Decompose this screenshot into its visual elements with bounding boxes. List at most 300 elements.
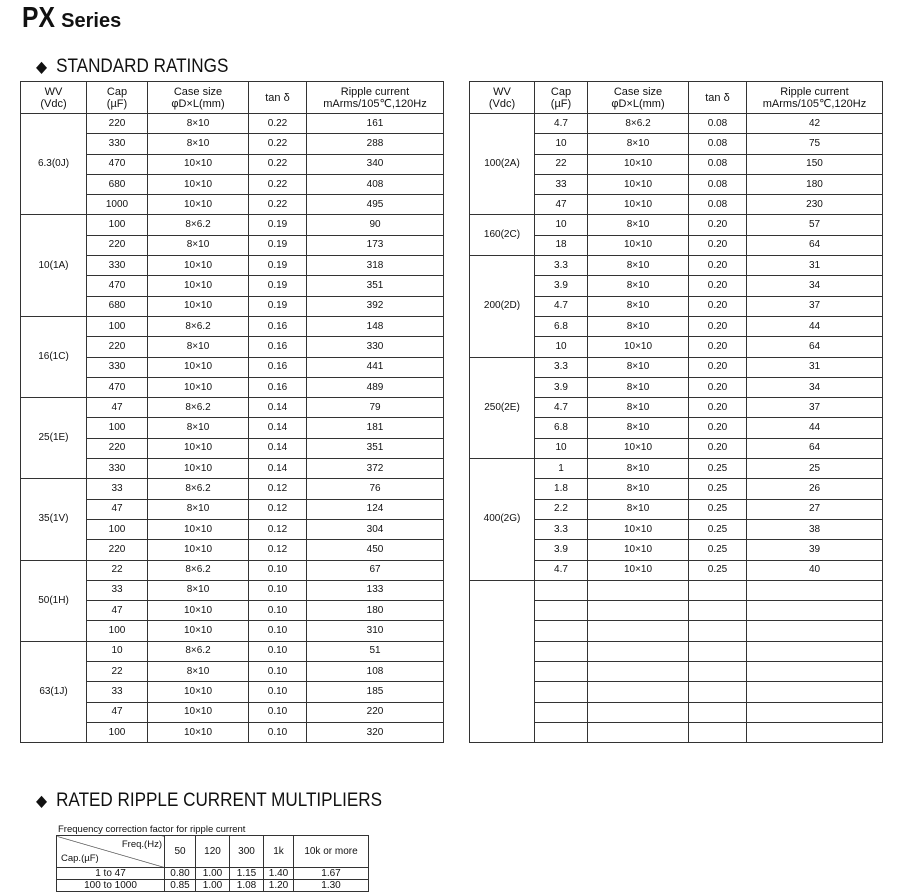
tan-delta-cell	[689, 662, 747, 682]
tan-delta-cell: 0.20	[689, 256, 747, 276]
tan-delta-cell: 0.20	[689, 316, 747, 336]
ripple-current-header	[747, 82, 883, 114]
tan-delta-cell: 0.22	[249, 134, 307, 154]
ripple-current-cell: 220	[307, 702, 444, 722]
tan-delta-cell: 0.16	[249, 316, 307, 336]
case-size-cell: 8×10	[148, 580, 249, 600]
tan-delta-cell: 0.20	[689, 215, 747, 235]
cap-cell: 10	[535, 134, 588, 154]
case-size-header-line: Case size	[173, 85, 223, 98]
ripple-current-cell: 150	[747, 154, 883, 174]
tan-delta-cell: 0.08	[689, 114, 747, 134]
case-size-cell: 8×10	[588, 316, 689, 336]
cap-cell: 220	[87, 337, 148, 357]
tan-delta-cell: 0.14	[249, 398, 307, 418]
wv-cell: 35(1V)	[21, 479, 87, 560]
rating-row	[470, 256, 883, 276]
cap-header-line: Cap	[106, 85, 128, 98]
ripple-current-cell: 39	[747, 540, 883, 560]
case-size-cell: 8×10	[588, 357, 689, 377]
case-size-cell: 10×10	[588, 174, 689, 194]
tan-delta-cell: 0.14	[249, 418, 307, 438]
case-size-cell	[588, 580, 689, 600]
case-size-cell: 8×10	[588, 479, 689, 499]
wv-header	[21, 82, 87, 114]
cap-cell: 47	[87, 499, 148, 519]
case-size-cell: 8×10	[148, 662, 249, 682]
case-size-cell: 8×10	[148, 418, 249, 438]
freq-axis-label: Freq.(Hz)	[121, 839, 162, 850]
wv-cell	[470, 580, 535, 742]
ripple-current-cell: 351	[307, 438, 444, 458]
cap-range-cell: 1 to 47	[57, 868, 165, 880]
tan-delta-cell: 0.19	[249, 276, 307, 296]
tan-delta-cell: 0.08	[689, 195, 747, 215]
case-size-cell: 8×6.2	[148, 560, 249, 580]
multiplier-row	[57, 880, 369, 892]
multiplier-value: 1.00	[196, 880, 230, 892]
cap-header-line: (µF)	[106, 97, 128, 110]
cap-header	[535, 82, 588, 114]
cap-cell: 4.7	[535, 296, 588, 316]
cap-cell: 4.7	[535, 560, 588, 580]
ripple-current-cell: 161	[307, 114, 444, 134]
rating-row	[21, 215, 444, 235]
cap-cell: 3.3	[535, 256, 588, 276]
cap-cell: 3.9	[535, 276, 588, 296]
freq-header: 10k or more	[294, 836, 369, 868]
tan-delta-cell: 0.10	[249, 601, 307, 621]
multiplier-value: 1.20	[264, 880, 294, 892]
cap-cell: 330	[87, 256, 148, 276]
cap-cell: 10	[535, 215, 588, 235]
cap-cell: 470	[87, 377, 148, 397]
case-size-cell: 8×10	[588, 377, 689, 397]
ripple-current-cell: 173	[307, 235, 444, 255]
ripple-current-cell: 441	[307, 357, 444, 377]
tan-delta-cell: 0.20	[689, 398, 747, 418]
ripple-multipliers-heading	[36, 790, 382, 812]
tan-delta-cell: 0.25	[689, 519, 747, 539]
rating-row	[21, 641, 444, 661]
cap-header	[87, 82, 148, 114]
ripple-current-cell	[747, 621, 883, 641]
cap-cell: 6.8	[535, 316, 588, 336]
cap-cell: 100	[87, 722, 148, 742]
case-size-cell: 8×10	[588, 398, 689, 418]
multiplier-table	[56, 835, 369, 892]
tan-delta-cell: 0.25	[689, 479, 747, 499]
ripple-current-cell	[747, 682, 883, 702]
tan-delta-cell: 0.08	[689, 134, 747, 154]
multiplier-value: 1.67	[294, 868, 369, 880]
multiplier-value: 1.40	[264, 868, 294, 880]
ripple-current-cell: 108	[307, 662, 444, 682]
tan-delta-cell: 0.14	[249, 438, 307, 458]
ratings-table-right	[469, 81, 883, 743]
tan-delta-cell: 0.20	[689, 438, 747, 458]
multiplier-value: 1.30	[294, 880, 369, 892]
cap-cell: 680	[87, 174, 148, 194]
case-size-cell: 10×10	[148, 438, 249, 458]
rating-row	[21, 560, 444, 580]
ripple-current-cell: 392	[307, 296, 444, 316]
cap-cell	[535, 641, 588, 661]
ripple-current-cell: 288	[307, 134, 444, 154]
case-size-cell: 10×10	[148, 174, 249, 194]
cap-cell: 10	[87, 641, 148, 661]
ripple-current-cell: 310	[307, 621, 444, 641]
ripple-current-cell: 495	[307, 195, 444, 215]
cap-cell: 4.7	[535, 114, 588, 134]
cap-cell: 100	[87, 621, 148, 641]
case-size-cell: 8×10	[148, 337, 249, 357]
cap-cell: 1000	[87, 195, 148, 215]
ripple-current-cell: 230	[747, 195, 883, 215]
tan-delta-cell: 0.19	[249, 235, 307, 255]
case-size-cell: 10×10	[588, 519, 689, 539]
case-size-cell: 8×6.2	[148, 479, 249, 499]
tan-delta-cell	[689, 601, 747, 621]
cap-cell: 22	[87, 560, 148, 580]
ripple-current-cell: 34	[747, 377, 883, 397]
ripple-current-cell: 180	[747, 174, 883, 194]
cap-cell: 47	[87, 702, 148, 722]
ripple-current-cell: 408	[307, 174, 444, 194]
cap-cell: 470	[87, 154, 148, 174]
case-size-cell: 8×10	[588, 134, 689, 154]
ripple-current-cell: 75	[747, 134, 883, 154]
case-size-cell: 10×10	[148, 195, 249, 215]
tan-delta-cell: 0.25	[689, 560, 747, 580]
diamond-bullet-icon: ◆	[36, 793, 48, 810]
case-size-cell: 8×6.2	[148, 641, 249, 661]
cap-cell: 33	[87, 580, 148, 600]
ripple-current-header	[307, 82, 444, 114]
ripple-current-header-line: Ripple current	[340, 85, 410, 98]
cap-cell: 47	[87, 398, 148, 418]
freq-header: 300	[230, 836, 264, 868]
wv-cell: 10(1A)	[21, 215, 87, 316]
case-size-cell: 10×10	[588, 540, 689, 560]
ripple-current-cell: 351	[307, 276, 444, 296]
tan-delta-cell	[689, 682, 747, 702]
case-size-cell: 8×10	[148, 114, 249, 134]
case-size-header-line: φD×L(mm)	[171, 97, 225, 110]
cap-cell: 220	[87, 114, 148, 134]
tan-delta-cell: 0.20	[689, 296, 747, 316]
ripple-current-cell: 44	[747, 418, 883, 438]
tan-delta-cell: 0.10	[249, 621, 307, 641]
cap-header-line: Cap	[550, 85, 572, 98]
case-size-cell	[588, 662, 689, 682]
case-size-cell: 10×10	[148, 601, 249, 621]
ripple-current-cell: 180	[307, 601, 444, 621]
rating-row	[470, 114, 883, 134]
case-size-cell	[588, 601, 689, 621]
case-size-cell: 8×10	[148, 235, 249, 255]
ripple-current-cell: 304	[307, 519, 444, 539]
case-size-cell: 10×10	[148, 702, 249, 722]
tan-delta-cell: 0.16	[249, 337, 307, 357]
wv-header-line: WV	[44, 85, 63, 98]
rating-row	[470, 580, 883, 600]
multiplier-value: 1.00	[196, 868, 230, 880]
cap-cell: 10	[535, 337, 588, 357]
diamond-bullet-icon: ◆	[36, 59, 48, 76]
ratings-body-right	[470, 114, 883, 743]
ripple-current-cell: 90	[307, 215, 444, 235]
tan-delta-cell	[689, 702, 747, 722]
cap-cell: 4.7	[535, 398, 588, 418]
multiplier-body	[57, 836, 369, 892]
wv-header	[470, 82, 535, 114]
tan-delta-cell: 0.10	[249, 702, 307, 722]
case-size-cell: 10×10	[588, 195, 689, 215]
tan-delta-header-line: tan δ	[705, 91, 730, 104]
wv-cell: 100(2A)	[470, 114, 535, 215]
ripple-current-cell	[747, 662, 883, 682]
tan-delta-cell: 0.14	[249, 459, 307, 479]
case-size-cell: 8×6.2	[148, 215, 249, 235]
ripple-current-cell	[747, 641, 883, 661]
cap-cell: 680	[87, 296, 148, 316]
case-size-cell: 8×10	[588, 499, 689, 519]
wv-cell: 400(2G)	[470, 459, 535, 581]
tan-delta-cell	[689, 580, 747, 600]
ripple-current-cell: 330	[307, 337, 444, 357]
freq-header: 50	[165, 836, 196, 868]
cap-cell: 100	[87, 418, 148, 438]
rating-row	[21, 316, 444, 336]
case-size-cell: 10×10	[148, 621, 249, 641]
wv-header-line: WV	[493, 85, 511, 98]
multiplier-value: 1.08	[230, 880, 264, 892]
tan-delta-cell: 0.10	[249, 560, 307, 580]
cap-cell: 33	[87, 682, 148, 702]
freq-header: 1k	[264, 836, 294, 868]
tan-delta-header	[689, 82, 747, 114]
ripple-current-cell: 67	[307, 560, 444, 580]
cap-cell: 330	[87, 134, 148, 154]
ripple-current-cell: 133	[307, 580, 444, 600]
ripple-current-cell: 318	[307, 256, 444, 276]
cap-cell: 100	[87, 316, 148, 336]
ripple-current-cell: 38	[747, 519, 883, 539]
case-size-cell: 10×10	[148, 256, 249, 276]
ripple-current-cell: 64	[747, 337, 883, 357]
case-size-cell: 8×6.2	[148, 316, 249, 336]
tan-delta-cell: 0.20	[689, 276, 747, 296]
cap-axis-label: Cap.(µF)	[61, 853, 99, 864]
tan-delta-cell: 0.16	[249, 357, 307, 377]
wv-header-line: (Vdc)	[488, 97, 516, 110]
tan-delta-cell: 0.12	[249, 519, 307, 539]
ripple-current-cell: 34	[747, 276, 883, 296]
wv-cell: 160(2C)	[470, 215, 535, 256]
ripple-current-cell: 372	[307, 459, 444, 479]
case-size-cell: 8×10	[588, 215, 689, 235]
ripple-current-cell: 31	[747, 357, 883, 377]
cap-cell: 3.9	[535, 377, 588, 397]
ripple-current-header-line: Ripple current	[780, 85, 849, 98]
case-size-cell: 10×10	[148, 276, 249, 296]
tan-delta-cell	[689, 722, 747, 742]
ripple-current-cell: 148	[307, 316, 444, 336]
ripple-current-cell: 40	[747, 560, 883, 580]
tan-delta-header-line: tan δ	[265, 91, 290, 104]
ripple-current-cell: 450	[307, 540, 444, 560]
tan-delta-cell: 0.19	[249, 256, 307, 276]
ratings-table-left	[20, 81, 444, 743]
cap-range-cell: 100 to 1000	[57, 880, 165, 892]
cap-cell: 100	[87, 215, 148, 235]
tan-delta-cell: 0.12	[249, 540, 307, 560]
case-size-cell: 8×10	[148, 134, 249, 154]
header-row	[470, 82, 883, 114]
tan-delta-cell: 0.12	[249, 499, 307, 519]
cap-cell	[535, 621, 588, 641]
ripple-current-cell: 124	[307, 499, 444, 519]
tan-delta-cell: 0.10	[249, 662, 307, 682]
wv-cell: 200(2D)	[470, 256, 535, 357]
ripple-current-cell	[747, 580, 883, 600]
case-size-cell: 8×6.2	[148, 398, 249, 418]
cap-cell: 330	[87, 459, 148, 479]
wv-cell: 6.3(0J)	[21, 114, 87, 215]
standard-ratings-heading	[36, 56, 228, 78]
case-size-cell: 10×10	[148, 154, 249, 174]
case-size-cell	[588, 722, 689, 742]
ripple-current-cell: 489	[307, 377, 444, 397]
case-size-header-line: Case size	[613, 85, 663, 98]
cap-cell: 100	[87, 519, 148, 539]
ripple-current-cell: 79	[307, 398, 444, 418]
case-size-cell: 8×10	[588, 418, 689, 438]
ripple-current-cell: 25	[747, 459, 883, 479]
cap-cell	[535, 722, 588, 742]
tan-delta-cell	[689, 621, 747, 641]
ripple-current-cell: 37	[747, 296, 883, 316]
case-size-cell	[588, 702, 689, 722]
case-size-cell: 10×10	[148, 722, 249, 742]
case-size-cell: 8×10	[148, 499, 249, 519]
ratings-header-right	[470, 82, 883, 114]
ripple-current-cell: 181	[307, 418, 444, 438]
tan-delta-cell: 0.20	[689, 337, 747, 357]
case-size-cell: 8×6.2	[588, 114, 689, 134]
cap-cell: 1.8	[535, 479, 588, 499]
cap-cell: 2.2	[535, 499, 588, 519]
cap-cell: 3.3	[535, 357, 588, 377]
ripple-current-cell: 37	[747, 398, 883, 418]
case-size-cell: 8×10	[588, 459, 689, 479]
ripple-current-cell: 51	[307, 641, 444, 661]
case-size-header	[588, 82, 689, 114]
ripple-current-header-line: mArms/105℃,120Hz	[323, 97, 427, 110]
case-size-header-line: φD×L(mm)	[611, 97, 665, 110]
tan-delta-cell: 0.20	[689, 357, 747, 377]
cap-cell	[535, 601, 588, 621]
tan-delta-cell: 0.20	[689, 418, 747, 438]
cap-cell: 6.8	[535, 418, 588, 438]
series-code: PX	[22, 2, 55, 34]
ripple-current-cell: 44	[747, 316, 883, 336]
cap-cell: 220	[87, 235, 148, 255]
case-size-cell: 10×10	[148, 357, 249, 377]
cap-cell: 18	[535, 235, 588, 255]
multiplier-value: 1.15	[230, 868, 264, 880]
case-size-cell	[588, 641, 689, 661]
multiplier-value: 0.85	[165, 880, 196, 892]
cap-cell: 3.3	[535, 519, 588, 539]
rating-row	[21, 114, 444, 134]
tan-delta-cell	[689, 641, 747, 661]
tan-delta-cell: 0.22	[249, 174, 307, 194]
tan-delta-cell: 0.22	[249, 195, 307, 215]
tan-delta-cell: 0.12	[249, 479, 307, 499]
ripple-current-cell	[747, 722, 883, 742]
case-size-cell: 10×10	[148, 296, 249, 316]
cap-header-line: (µF)	[550, 97, 572, 110]
tan-delta-cell: 0.08	[689, 154, 747, 174]
ripple-current-cell	[747, 601, 883, 621]
rating-row	[470, 215, 883, 235]
multiplier-header-row	[57, 836, 369, 868]
case-size-cell: 8×10	[588, 256, 689, 276]
tan-delta-cell: 0.20	[689, 377, 747, 397]
cap-cell	[535, 580, 588, 600]
tan-delta-header	[249, 82, 307, 114]
cap-cell: 10	[535, 438, 588, 458]
ripple-current-cell: 31	[747, 256, 883, 276]
multiplier-value: 0.80	[165, 868, 196, 880]
wv-cell: 250(2E)	[470, 357, 535, 458]
case-size-cell: 10×10	[588, 154, 689, 174]
ripple-current-cell: 320	[307, 722, 444, 742]
cap-cell: 47	[535, 195, 588, 215]
cap-cell: 22	[535, 154, 588, 174]
case-size-header	[148, 82, 249, 114]
case-size-cell: 10×10	[588, 438, 689, 458]
multiplier-row	[57, 868, 369, 880]
header-row	[21, 82, 444, 114]
cap-cell	[535, 702, 588, 722]
wv-cell: 50(1H)	[21, 560, 87, 641]
rating-row	[470, 357, 883, 377]
case-size-cell	[588, 682, 689, 702]
cap-cell: 3.9	[535, 540, 588, 560]
tan-delta-cell: 0.19	[249, 296, 307, 316]
ripple-current-cell: 185	[307, 682, 444, 702]
series-suffix: Series	[61, 10, 122, 32]
cap-cell: 47	[87, 601, 148, 621]
ripple-current-cell: 27	[747, 499, 883, 519]
ripple-current-cell	[747, 702, 883, 722]
ripple-current-cell: 64	[747, 438, 883, 458]
case-size-cell: 10×10	[148, 540, 249, 560]
cap-cell: 33	[87, 479, 148, 499]
wv-header-line: (Vdc)	[40, 97, 67, 110]
tan-delta-cell: 0.22	[249, 114, 307, 134]
case-size-cell: 10×10	[148, 377, 249, 397]
tan-delta-cell: 0.10	[249, 580, 307, 600]
cap-cell: 470	[87, 276, 148, 296]
cap-cell	[535, 662, 588, 682]
tan-delta-cell: 0.25	[689, 540, 747, 560]
ratings-header-left	[21, 82, 444, 114]
cap-cell: 33	[535, 174, 588, 194]
